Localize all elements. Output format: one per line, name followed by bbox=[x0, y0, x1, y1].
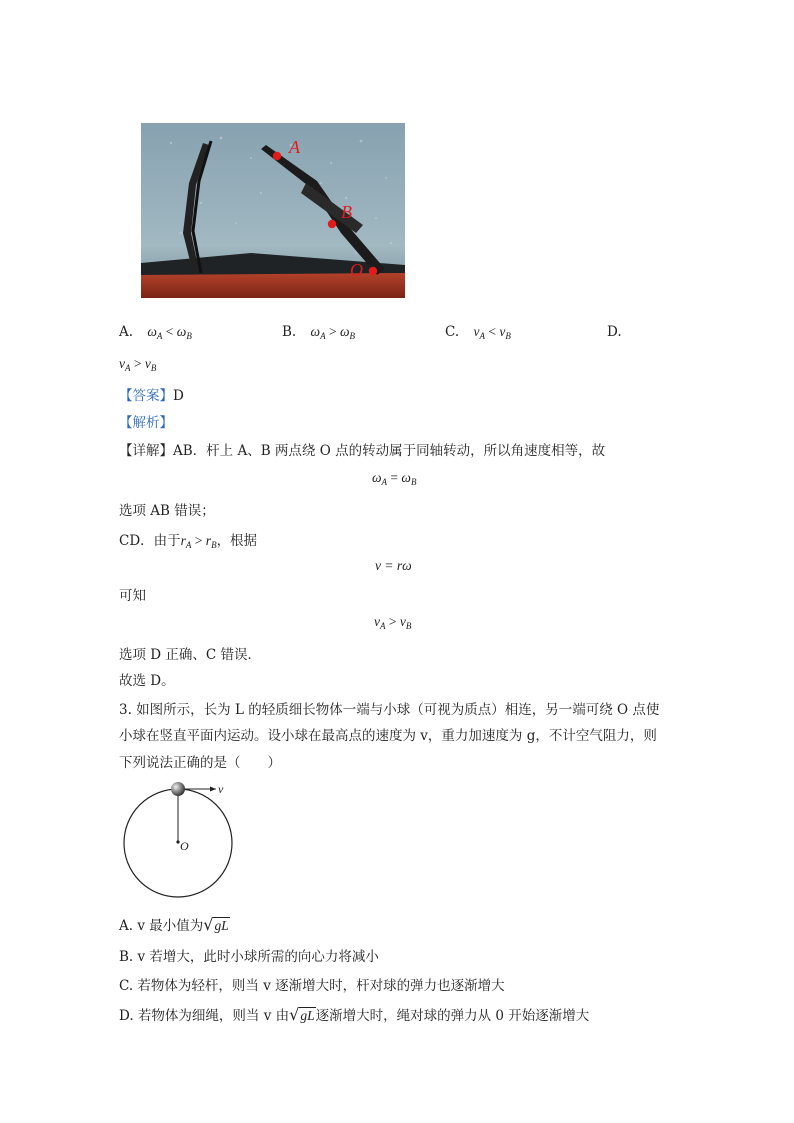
point-o-label: O bbox=[350, 260, 363, 280]
q3-option-c: C. 若物体为轻杆，则当 v 逐渐增大时，杆对球的弹力也逐渐增大 bbox=[119, 978, 505, 994]
pivot-label: O bbox=[180, 839, 189, 853]
option-b: B. $\omega_A > \omega_B$ bbox=[282, 324, 355, 341]
wiper-figure bbox=[141, 123, 405, 298]
wiper-photo bbox=[141, 123, 405, 298]
q3-option-b: B. v 若增大，此时小球所需的向心力将减小 bbox=[119, 949, 379, 965]
analysis-label: 【解析】 bbox=[119, 415, 173, 431]
formula-omega-equal: $\omega_A = \omega_B$ bbox=[372, 470, 417, 487]
q3-line-1: 3. 如图所示，长为 L 的轻质细长物体一端与小球（可视为质点）相连，另一端可绕 O 点使 bbox=[119, 702, 660, 718]
answer-line bbox=[119, 384, 184, 404]
answer-label: 【答案】 bbox=[119, 388, 173, 404]
detail-line-5: 选项 D 正确、C 错误． bbox=[119, 647, 262, 663]
point-a-label: A bbox=[289, 137, 300, 157]
detail-line-1: 【详解】AB．杆上 A、B 两点绕 O 点的转动属于同轴转动，所以角速度相等，故 bbox=[119, 443, 606, 459]
q3-line-3: 下列说法正确的是（ ） bbox=[119, 755, 281, 771]
detail-line-2: 选项 AB 错误； bbox=[119, 503, 215, 519]
sqrt-symbol: √gL bbox=[289, 1005, 315, 1024]
option-c: C. $v_A < v_B$ bbox=[445, 324, 511, 341]
sqrt-symbol: √gL bbox=[203, 915, 229, 934]
detail-line-3: CD．由于$r_A > r_B$，根据 bbox=[119, 533, 258, 550]
velocity-arrowhead bbox=[210, 787, 216, 792]
formula-va-vb: $v_A > v_B$ bbox=[374, 614, 412, 631]
velocity-label: v bbox=[218, 782, 224, 796]
ball bbox=[171, 782, 185, 796]
option-a: A. $\omega_A < \omega_B$ bbox=[119, 324, 192, 341]
q3-line-2: 小球在竖直平面内运动。设小球在最高点的速度为 v，重力加速度为 g，不计空气阻力，则 bbox=[119, 728, 657, 744]
option-d-letter: D. bbox=[607, 324, 622, 340]
option-d: $v_A > v_B$ bbox=[119, 356, 157, 373]
circle-motion-figure bbox=[118, 776, 242, 900]
q3-option-a: A. v 最小值为√gL bbox=[119, 915, 229, 934]
point-b-label: B bbox=[341, 202, 352, 222]
formula-v-r-omega: v = rω bbox=[375, 558, 412, 573]
detail-line-6: 故选 D。 bbox=[119, 673, 175, 689]
answer-value: D bbox=[173, 388, 184, 404]
detail-line-4: 可知 bbox=[119, 588, 146, 604]
q3-option-d: D. 若物体为细绳，则当 v 由√gL逐渐增大时，绳对球的弹力从 0 开始逐渐增大 bbox=[119, 1005, 590, 1024]
